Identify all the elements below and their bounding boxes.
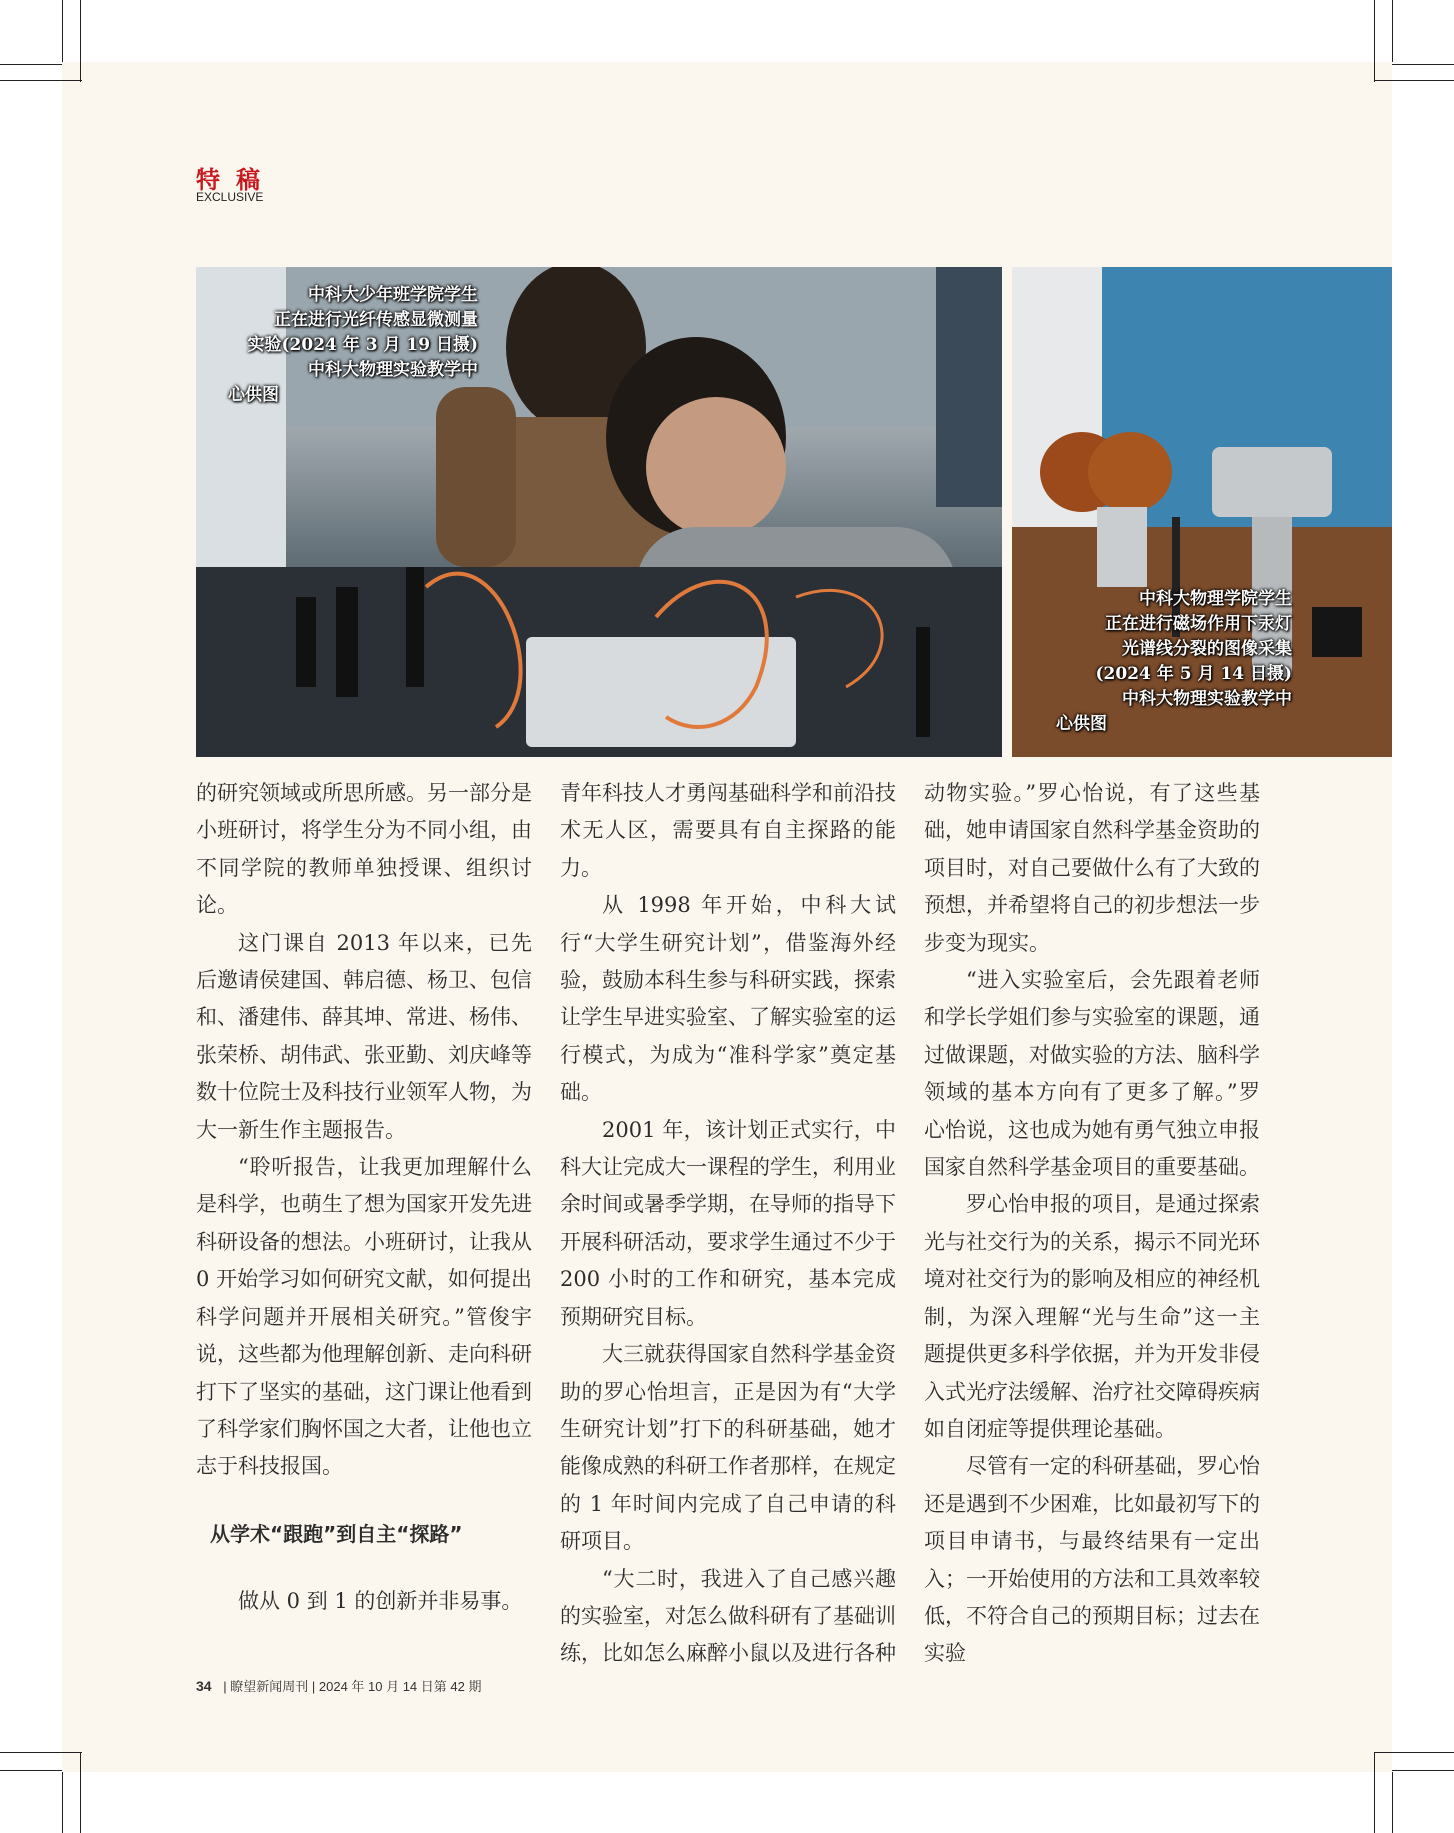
caption-line: 光谱线分裂的图像采集 [1122,639,1292,659]
crop-mark-br [1392,1770,1454,1771]
crop-mark-tr [1374,80,1454,81]
article-column-3 [924,775,1260,1673]
paragraph: 的研究领域或所思所感。另一部分是小班研讨，将学生分为不同小组，由不同学院的教师单独授课、组织讨论。 [196,781,532,918]
crop-mark-bl [62,1772,63,1833]
crop-mark-tl [80,0,81,82]
caption-line: 中科大物理学院学生 [1139,589,1292,609]
paragraph: 大三就获得国家自然科学基金资助的罗心怡坦言，正是因为有“大学生研究计划”打下的科研基础，她才能像成熟的科研工作者那样，在规定的 1 年时间内完成了自己申请的科研项目。 [560,1342,896,1554]
caption-line: 中科大物理实验教学中 [308,360,478,380]
crop-mark-bl [80,1752,81,1833]
caption-line: 正在进行磁场作用下汞灯 [1105,614,1292,634]
section-title: 特稿 [196,166,276,194]
photo-caption-left [228,283,478,408]
crop-mark-tr [1374,0,1375,82]
caption-line: 心供图 [1056,714,1107,734]
crop-mark-tl [62,0,63,62]
section-subtitle: EXCLUSIVE [196,190,264,204]
paragraph: 从 1998 年开始，中科大试行“大学生研究计划”，借鉴海外经验，鼓励本科生参与科研实践，探索让学生早进实验室、了解实验室的运行模式，为成为“准科学家”奠定基础。 [560,893,896,1105]
section-subheading: 从学术“跟跑”到自主“探路” [210,1521,463,1546]
crop-mark-tl [0,64,62,65]
paragraph: 2001 年，该计划正式实行，中科大让完成大一课程的学生，利用业余时间或暑季学期，在导师的指导下开展科研活动，要求学生通过不少于 200 小时的工作和研究，基本完成预期研究目标。 [560,1117,896,1329]
caption-line: 心供图 [228,385,279,405]
photo-students-fiber-experiment [196,267,1002,757]
caption-line: 正在进行光纤传感显微测量 [274,310,478,330]
article-column-1 [196,775,532,1620]
paragraph: 做从 0 到 1 的创新并非易事。 [238,1588,523,1613]
caption-line: 实验(2024 年 3 月 19 日摄) [247,335,478,355]
footer-separator: | [311,1679,316,1694]
paragraph: “进入实验室后，会先跟着老师和学长学姐们参与实验室的课题，通过做课题，对做实验的方法、脑科学领域的基本方向有了更多了解。”罗心怡说，这也成为她有勇气独立申报国家自然科学基金项目的重要基础。 [924,968,1260,1180]
publication-name: 瞭望新闻周刊 [230,1679,309,1694]
paragraph: 尽管有一定的科研基础，罗心怡还是遇到不少困难，比如最初写下的项目申请书，与最终结果有一定出入；一开始使用的方法和工具效率较低，不符合自己的预期目标；过去在实验 [924,1454,1260,1666]
crop-mark-br [1374,1752,1375,1833]
footer-separator: | [223,1679,227,1694]
crop-mark-br [1392,1772,1393,1833]
crop-mark-br [1374,1752,1454,1753]
crop-mark-bl [0,1770,62,1771]
crop-mark-tr [1392,0,1393,62]
page-footer [196,1676,481,1695]
paragraph: 这门课自 2013 年以来，已先后邀请侯建国、韩启德、杨卫、包信和、潘建伟、薛其坤、常进、杨伟、张荣桥、胡伟武、张亚勤、刘庆峰等数十位院士及科技行业领军人物，为大一新生作主题报告。 [196,930,532,1142]
paragraph: 青年科技人才勇闯基础科学和前沿技术无人区，需要具有自主探路的能力。 [560,781,896,880]
crop-mark-tl [0,80,82,81]
paragraph: 罗心怡申报的项目，是通过探索光与社交行为的关系，揭示不同光环境对社交行为的影响及相应的神经机制，为深入理解“光与生命”这一主题提供更多科学依据，并为开发非侵入式光疗法缓解、治疗社交障碍疾病如自闭症等提供理论基础。 [924,1192,1260,1441]
paragraph: “聆听报告，让我更加理解什么是科学，也萌生了想为国家开发先进科研设备的想法。小班研讨，让我从 0 开始学习如何研究文献，如何提出科学问题并开展相关研究。”管俊宇说，这些都为他理解创新、走向科研打下了坚实的基础，这门课让他看到了科学家们胸怀国之大者，让他也立志于科技报国。 [196,1155,532,1479]
photo-caption-right [1056,587,1292,737]
crop-mark-tr [1392,64,1454,65]
issue-date: 2024 年 10 月 14 日第 42 期 [318,1679,482,1694]
page-number: 34 [196,1678,212,1694]
photo-mercury-lamp-experiment [1012,267,1392,757]
paragraph: “大二时，我进入了自己感兴趣的实验室，对怎么做科研有了基础训练，比如怎么麻醉小鼠以及进行各种 [560,1566,896,1666]
crop-mark-bl [0,1752,82,1753]
caption-line: 中科大少年班学院学生 [308,285,478,305]
article-column-2 [560,775,896,1673]
caption-line: (2024 年 5 月 14 日摄) [1095,664,1292,684]
caption-line: 中科大物理实验教学中 [1122,689,1292,709]
paragraph: 动物实验。”罗心怡说，有了这些基础，她申请国家自然科学基金资助的项目时，对自己要做什么有了大致的预想，并希望将自己的初步想法一步步变为现实。 [924,781,1260,955]
